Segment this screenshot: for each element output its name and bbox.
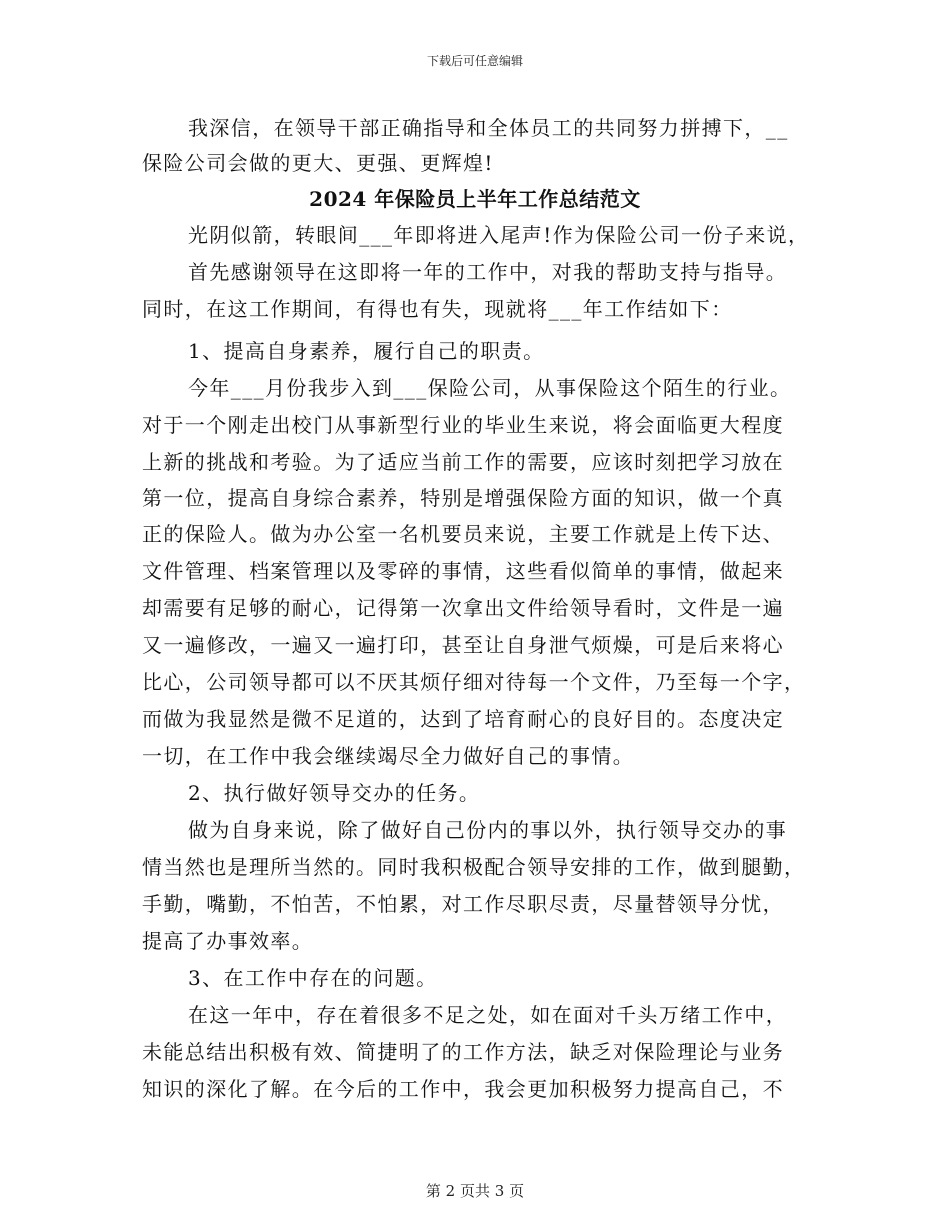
paragraph-line: 光阴似箭，转眼间___年即将进入尾声!作为保险公司一份子来说， — [188, 223, 810, 247]
paragraph-line: 正的保险人。做为办公室一名机要员来说，主要工作就是上传下达、 — [142, 522, 784, 546]
paragraph-line: 手勤，嘴勤，不怕苦，不怕累，对工作尽职尽责，尽量替领导分忧， — [142, 892, 784, 916]
paragraph-line: 对于一个刚走出校门从事新型行业的毕业生来说，将会面临更大程度 — [142, 413, 784, 437]
paragraph-line: 提高了办事效率。 — [142, 929, 314, 953]
paragraph-line: 做为自身来说，除了做好自己份内的事以外，执行领导交办的事 — [188, 818, 788, 842]
paragraph-line: 知识的深化了解。在今后的工作中，我会更加积极努力提高自己，不 — [142, 1077, 784, 1101]
paragraph-line: 我深信，在领导干部正确指导和全体员工的共同努力拼搏下，__ — [188, 116, 789, 140]
page-header: 下载后可任意编辑 — [426, 54, 523, 68]
paragraph-line: 而做为我显然是微不足道的，达到了培育耐心的良好目的。态度决定 — [142, 707, 784, 731]
paragraph-line: 上新的挑战和考验。为了适应当前工作的需要，应该时刻把学习放在 — [142, 450, 784, 474]
document-title: 2024 年保险员上半年工作总结范文 — [309, 187, 641, 211]
section-heading: 1、提高自身素养，履行自己的职责。 — [188, 339, 545, 363]
paragraph-line: 却需要有足够的耐心，记得第一次拿出文件给领导看时，文件是一遍 — [142, 596, 784, 620]
paragraph-line: 今年___月份我步入到___保险公司，从事保险这个陌生的行业。 — [188, 376, 792, 400]
paragraph-line: 比心，公司领导都可以不厌其烦仔细对待每一个文件，乃至每一个字， — [142, 670, 806, 694]
section-heading: 2、执行做好领导交办的任务。 — [188, 781, 481, 805]
page-footer: 第 2 页共 3 页 — [425, 1182, 525, 1200]
paragraph-line: 同时，在这工作期间，有得也有失，现就将___年工作结如下： — [142, 297, 733, 321]
paragraph-line: 又一遍修改，一遍又一遍打印，甚至让自身泄气烦燥，可是后来将心 — [142, 633, 784, 657]
paragraph-line: 首先感谢领导在这即将一年的工作中，对我的帮助支持与指导。 — [188, 260, 788, 284]
paragraph-line: 在这一年中，存在着很多不足之处，如在面对千头万绪工作中， — [188, 1003, 788, 1027]
section-heading: 3、在工作中存在的问题。 — [188, 966, 438, 990]
paragraph-line: 一切，在工作中我会继续竭尽全力做好自己的事情。 — [142, 744, 635, 768]
paragraph-line: 保险公司会做的更大、更强、更辉煌! — [142, 151, 494, 175]
paragraph-line: 情当然也是理所当然的。同时我积极配合领导安排的工作，做到腿勤， — [142, 855, 806, 879]
paragraph-line: 第一位，提高自身综合素养，特别是增强保险方面的知识，做一个真 — [142, 486, 784, 510]
paragraph-line: 未能总结出积极有效、简捷明了的工作方法，缺乏对保险理论与业务 — [142, 1040, 784, 1064]
paragraph-line: 文件管理、档案管理以及零碎的事情，这些看似简单的事情，做起来 — [142, 559, 784, 583]
